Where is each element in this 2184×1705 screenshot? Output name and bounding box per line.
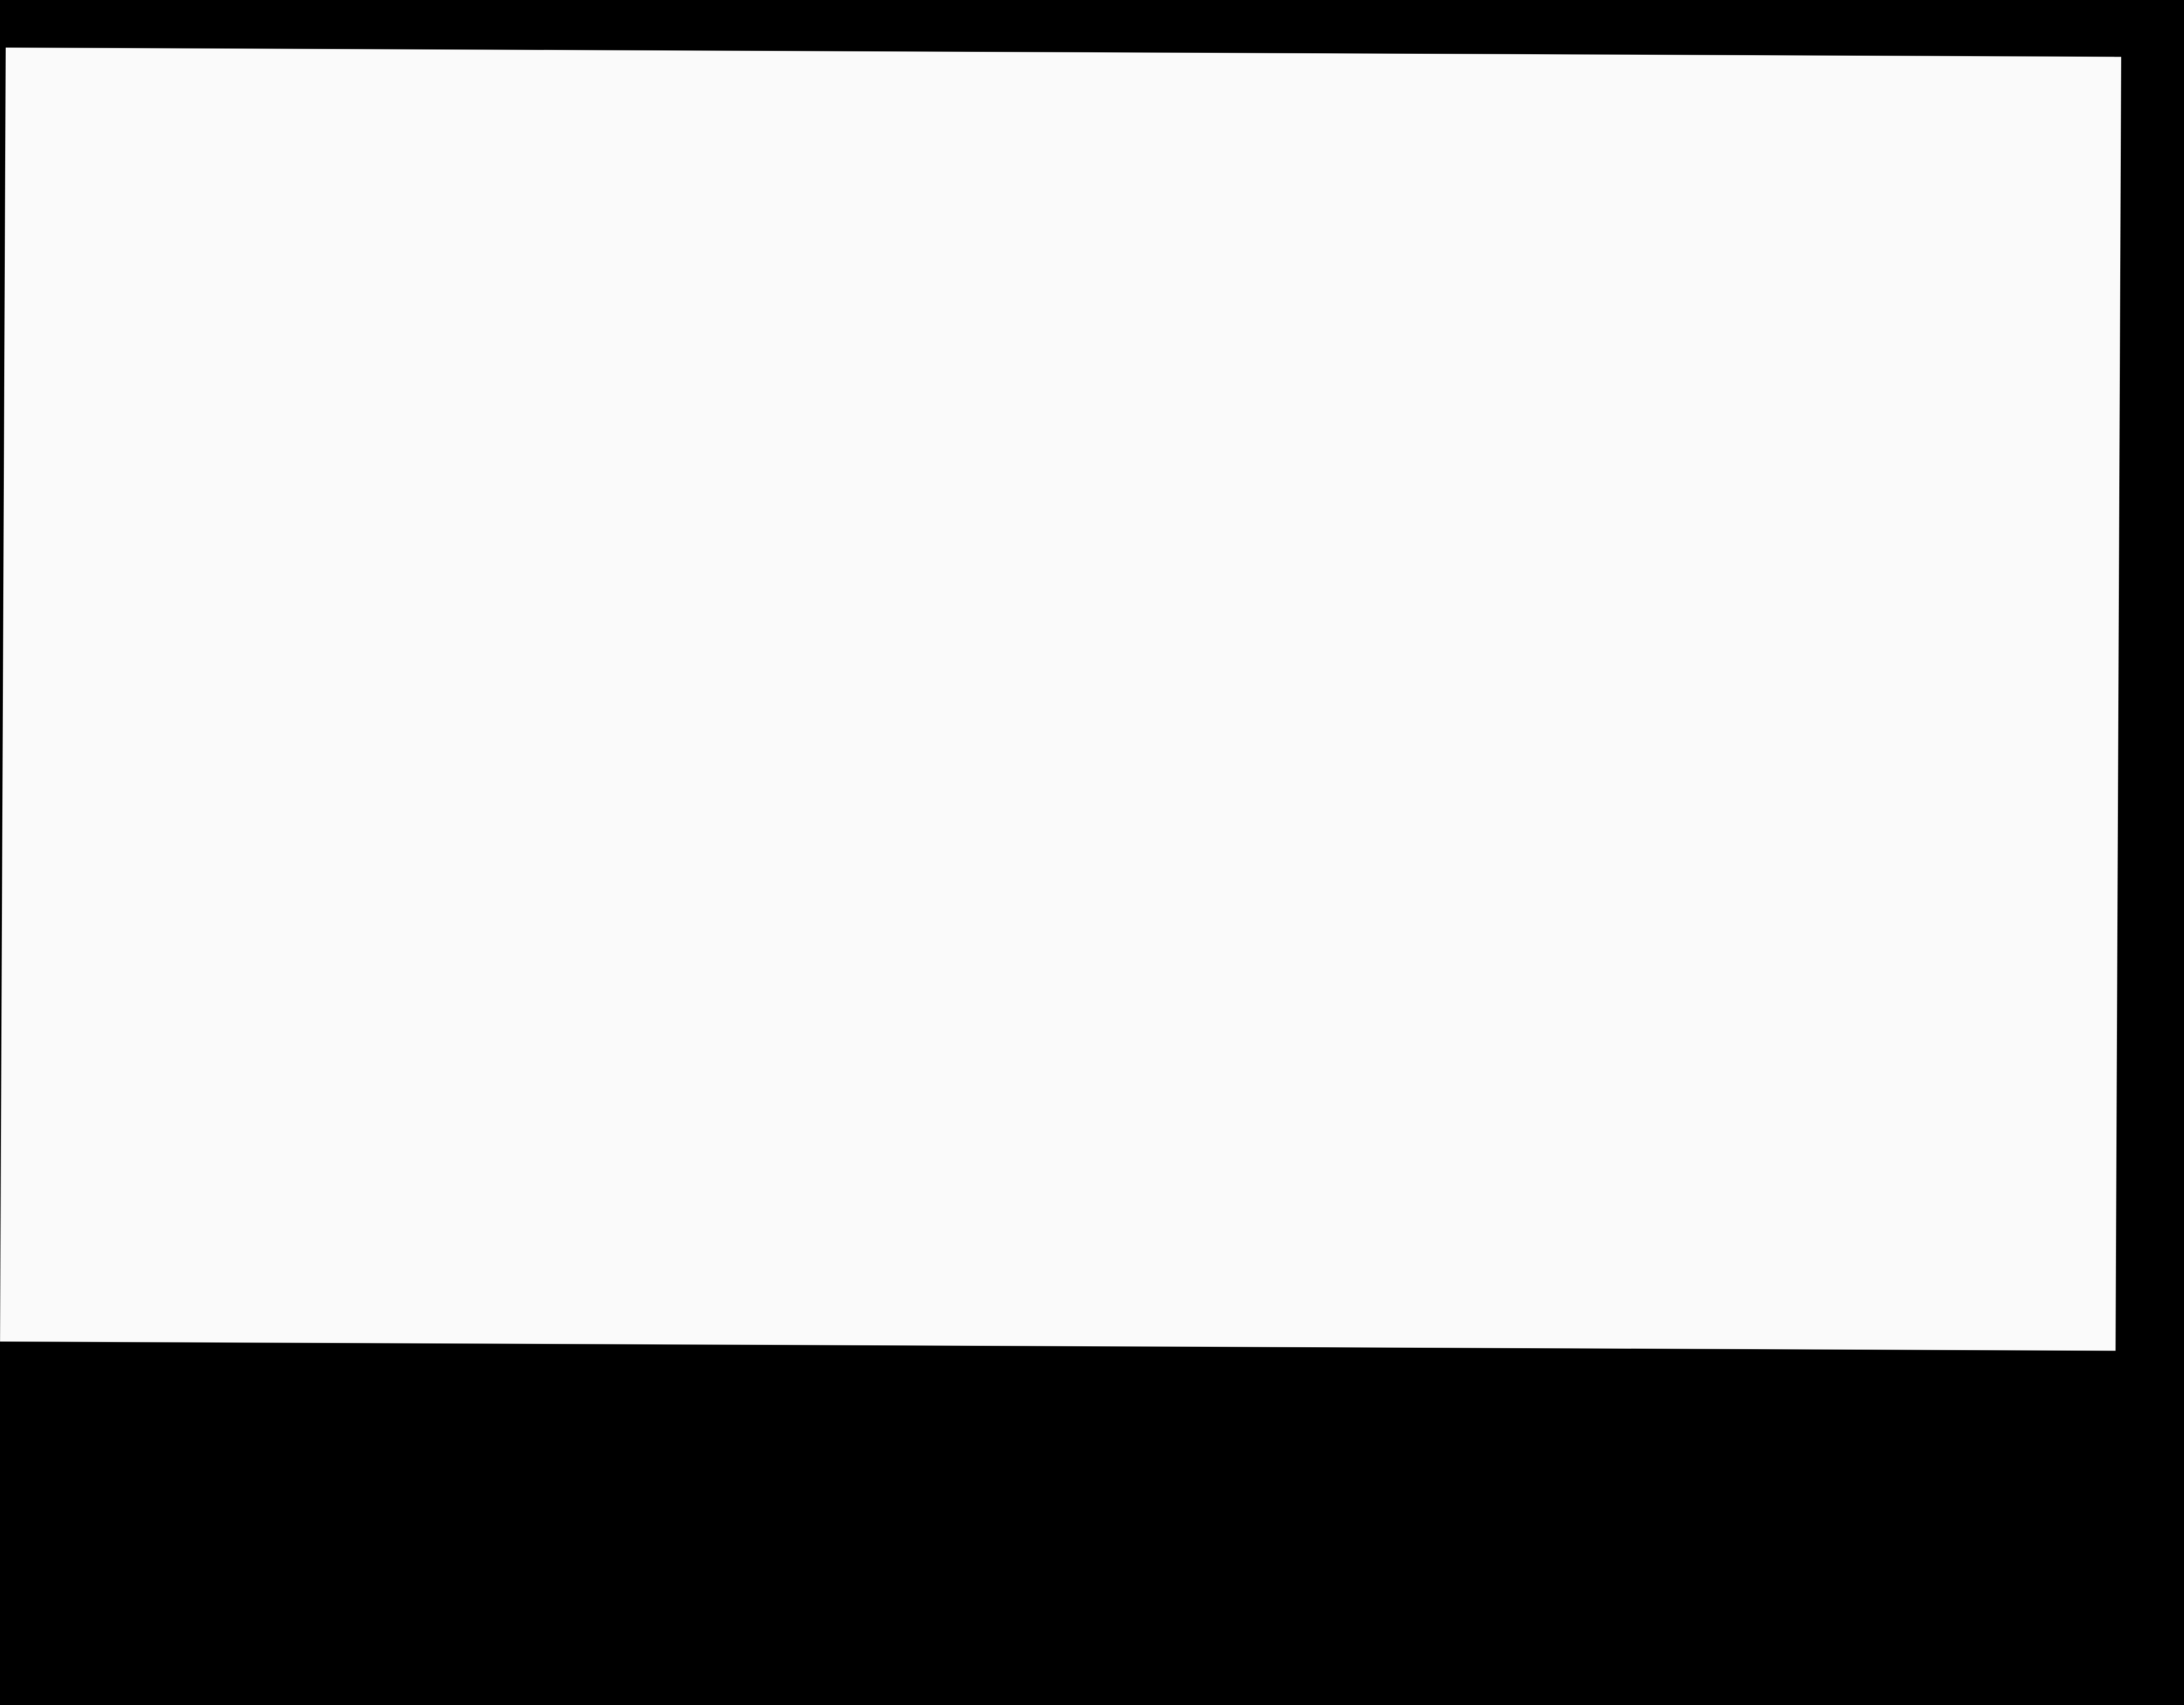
table-grid <box>0 48 2121 1351</box>
census-sheet <box>0 48 2121 1351</box>
